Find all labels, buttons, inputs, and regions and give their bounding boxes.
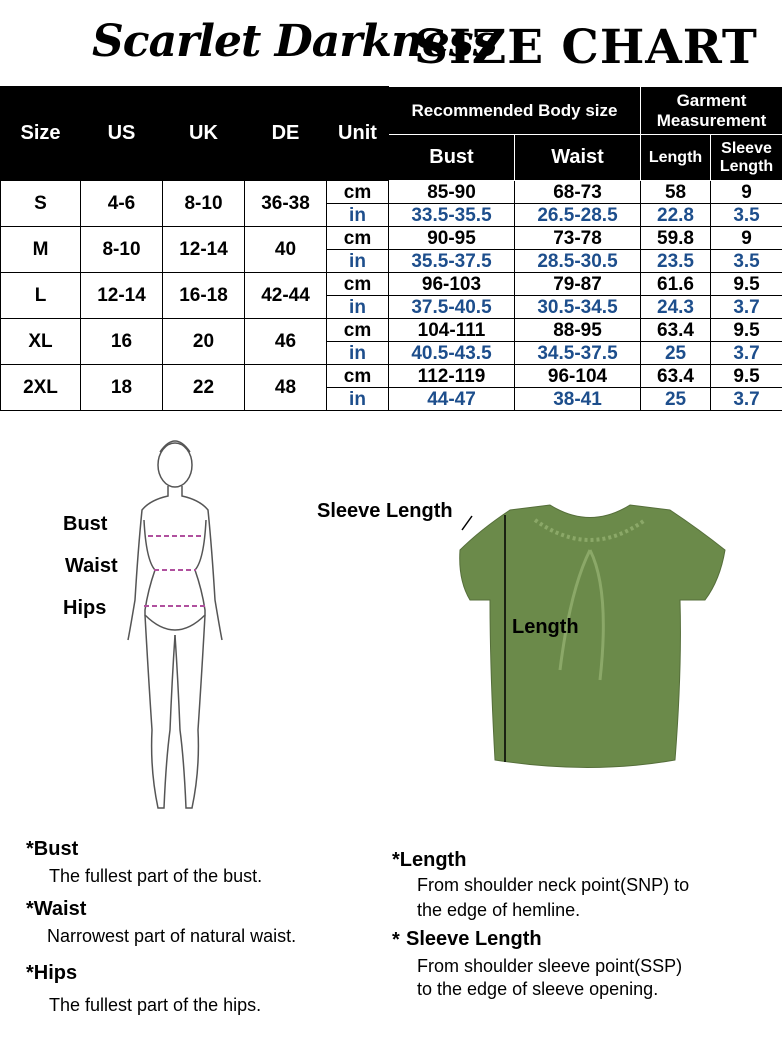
table-row [1,319,782,342]
header-sleeve: Sleeve Length [711,135,782,181]
cell-us: 12-14 [81,273,163,319]
header-length: Length [641,135,711,181]
cell-us: 16 [81,319,163,365]
cell-bust: 35.5-37.5 [389,250,515,273]
cell-bust: 90-95 [389,227,515,250]
def-sleeve-desc-1: From shoulder sleeve point(SSP) [417,956,683,976]
cell-length: 63.4 [641,365,711,388]
def-sleeve-term: Sleeve Length [406,928,542,950]
def-sleeve-star: * [392,929,400,951]
cell-sleeve: 3.7 [711,388,782,411]
cell-waist: 38-41 [515,388,641,411]
cell-us: 8-10 [81,227,163,273]
cell-waist: 30.5-34.5 [515,296,641,319]
header-waist: Waist [515,135,641,181]
size-table [0,86,782,411]
cell-unit: in [327,250,389,273]
table-row [1,181,782,204]
def-length-desc-1: From shoulder neck point(SNP) to [417,875,690,895]
cell-waist: 34.5-37.5 [515,342,641,365]
cell-sleeve: 9 [711,227,782,250]
cell-bust: 112-119 [389,365,515,388]
def-sleeve-desc-2: to the edge of sleeve opening. [417,979,659,999]
cell-unit: cm [327,319,389,342]
cell-bust: 44-47 [389,388,515,411]
cell-waist: 88-95 [515,319,641,342]
cell-unit: cm [327,181,389,204]
cell-size: 2XL [1,365,81,411]
sleeve-length-label: Sleeve Length [317,500,453,522]
header-garment-group: Garment Measurement [641,87,782,135]
cell-sleeve: 3.7 [711,296,782,319]
cell-length: 24.3 [641,296,711,319]
header-us: US [81,87,163,181]
cell-size: L [1,273,81,319]
table-row [1,273,782,296]
cell-bust: 104-111 [389,319,515,342]
cell-uk: 16-18 [163,273,245,319]
cell-uk: 8-10 [163,181,245,227]
page-title: SIZE CHART [414,20,758,75]
cell-waist: 26.5-28.5 [515,204,641,227]
header-bust: Bust [389,135,515,181]
cell-waist: 96-104 [515,365,641,388]
cell-bust: 37.5-40.5 [389,296,515,319]
cell-de: 46 [245,319,327,365]
cell-size: M [1,227,81,273]
garment-shirt-icon [450,490,730,780]
cell-bust: 85-90 [389,181,515,204]
cell-sleeve: 9.5 [711,365,782,388]
cell-us: 4-6 [81,181,163,227]
cell-length: 59.8 [641,227,711,250]
cell-length: 23.5 [641,250,711,273]
cell-waist: 68-73 [515,181,641,204]
cell-length: 25 [641,342,711,365]
cell-bust: 96-103 [389,273,515,296]
cell-bust: 40.5-43.5 [389,342,515,365]
body-figure-icon [120,430,230,820]
def-length-desc-2: the edge of hemline. [417,900,581,920]
cell-length: 58 [641,181,711,204]
cell-uk: 22 [163,365,245,411]
cell-de: 48 [245,365,327,411]
header-unit: Unit [327,87,389,181]
cell-unit: in [327,204,389,227]
header [0,0,782,86]
table-row [1,227,782,250]
cell-length: 22.8 [641,204,711,227]
cell-size: S [1,181,81,227]
cell-sleeve: 9 [711,181,782,204]
waist-label: Waist [65,555,118,577]
brand-logo: Scarlet Darkness [92,16,497,67]
def-waist-desc: Narrowest part of natural waist. [47,926,297,946]
cell-size: XL [1,319,81,365]
cell-de: 42-44 [245,273,327,319]
cell-waist: 28.5-30.5 [515,250,641,273]
def-bust-desc: The fullest part of the bust. [49,866,263,886]
cell-us: 18 [81,365,163,411]
cell-de: 40 [245,227,327,273]
cell-sleeve: 3.5 [711,204,782,227]
cell-uk: 12-14 [163,227,245,273]
cell-sleeve: 9.5 [711,319,782,342]
cell-unit: in [327,342,389,365]
bust-label: Bust [63,513,108,535]
cell-length: 25 [641,388,711,411]
def-bust-term: *Bust [26,838,79,860]
header-de: DE [245,87,327,181]
header-size: Size [1,87,81,181]
table-row [1,365,782,388]
cell-sleeve: 9.5 [711,273,782,296]
cell-de: 36-38 [245,181,327,227]
def-waist-term: *Waist [26,898,87,920]
cell-sleeve: 3.7 [711,342,782,365]
def-length-term: *Length [392,849,467,871]
cell-uk: 20 [163,319,245,365]
cell-length: 61.6 [641,273,711,296]
header-body-group: Recommended Body size [389,87,641,135]
cell-unit: in [327,388,389,411]
cell-bust: 33.5-35.5 [389,204,515,227]
cell-length: 63.4 [641,319,711,342]
cell-unit: cm [327,227,389,250]
cell-waist: 73-78 [515,227,641,250]
cell-unit: cm [327,365,389,388]
cell-unit: cm [327,273,389,296]
hips-label: Hips [63,597,107,619]
cell-waist: 79-87 [515,273,641,296]
header-uk: UK [163,87,245,181]
cell-unit: in [327,296,389,319]
cell-sleeve: 3.5 [711,250,782,273]
def-hips-term: *Hips [26,962,78,984]
def-hips-desc: The fullest part of the hips. [49,995,262,1015]
length-label: Length [512,616,579,638]
